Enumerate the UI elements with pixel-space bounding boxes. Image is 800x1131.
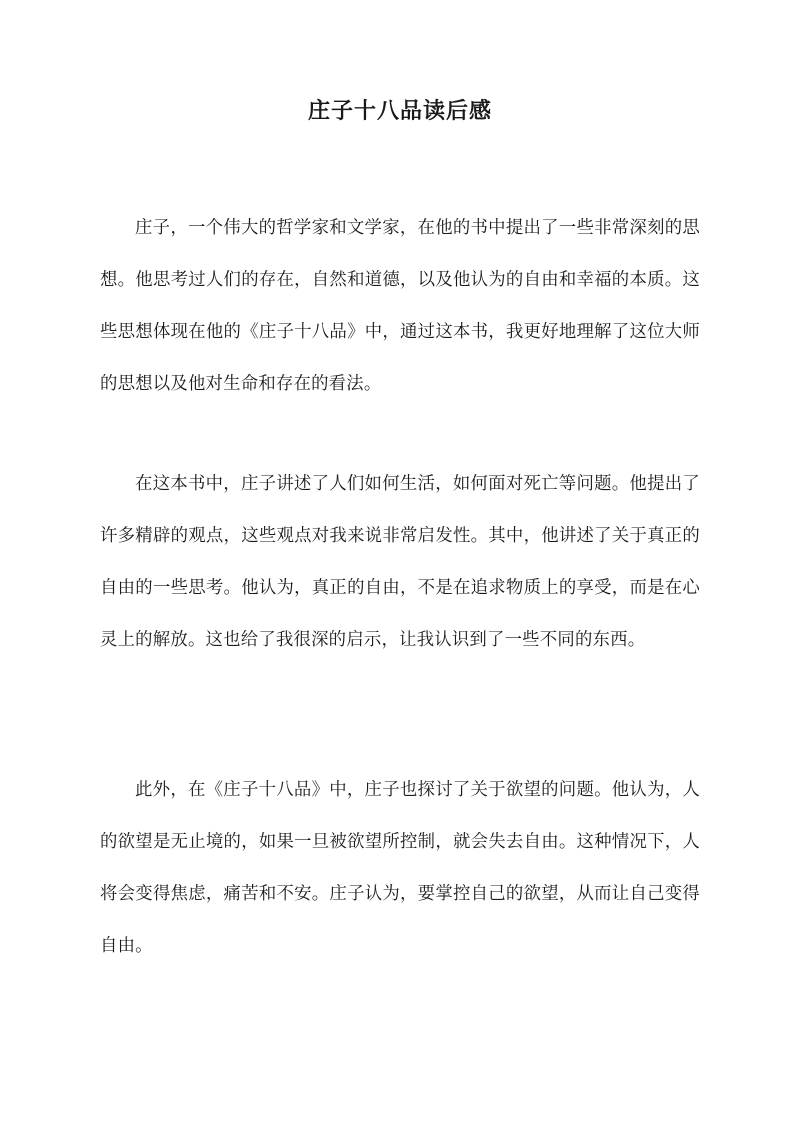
document-title: 庄子十八品读后感 (307, 98, 492, 124)
paragraph-3: 此外，在《庄子十八品》中，庄子也探讨了关于欲望的问题。他认为，人的欲望是无止境的，如果一旦被欲望所控制，就会失去自由。这种情况下，人将会变得焦虑，痛苦和不安。庄子认为，要掌控自己的欲望，从而让自己变得自由。 (100, 780, 700, 956)
paragraph-2: 在这本书中，庄子讲述了人们如何生活，如何面对死亡等问题。他提出了许多精辟的观点，这些观点对我来说非常启发性。其中，他讲述了关于真正的自由的一些思考。他认为，真正的自由，不是在追求物质上的享受，而是在心灵上的解放。这也给了我很深的启示，让我认识到了一些不同的东西。 (100, 474, 700, 650)
paragraph-1: 庄子，一个伟大的哲学家和文学家，在他的书中提出了一些非常深刻的思想。他思考过人们的存在，自然和道德，以及他认为的自由和幸福的本质。这些思想体现在他的《庄子十八品》中，通过这本书，我更好地理解了这位大师的思想以及他对生命和存在的看法。 (100, 218, 700, 394)
